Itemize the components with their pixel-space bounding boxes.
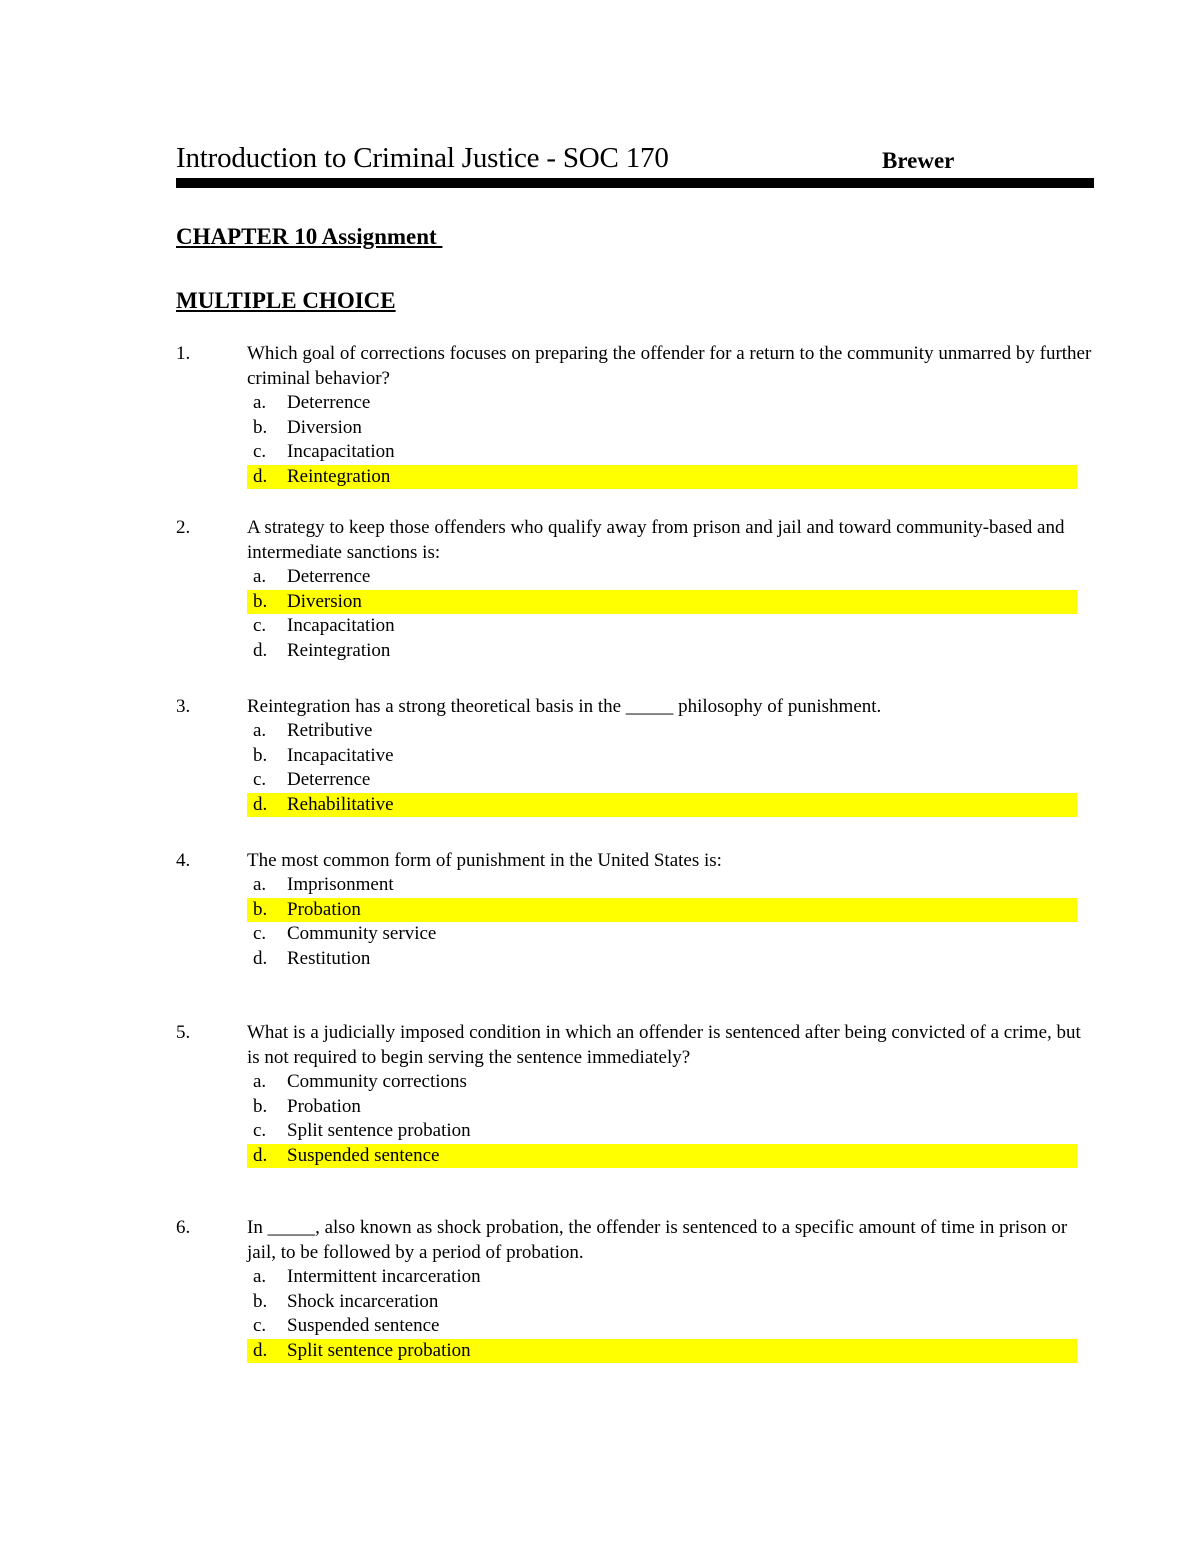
answer-option [247,744,1077,769]
highlighted-answer-option [247,590,1077,615]
option-text: Shock incarceration [287,1290,439,1312]
answer-option [247,1265,1077,1290]
answer-options [176,873,1096,971]
option-letter: a. [253,1266,267,1287]
option-text: Retributive [287,720,373,741]
option-text: Diversion [287,590,362,612]
answer-options [176,391,1096,489]
answer-option [247,639,1077,664]
option-text: Suspended sentence [287,1315,440,1337]
option-text: Incapacitative [287,744,394,766]
highlighted-answer-option [247,465,1077,490]
option-letter: d. [253,1144,268,1166]
option-letter: b. [253,416,268,438]
option-letter: c. [253,615,267,637]
answer-option [247,614,1077,639]
question-text: A strategy to keep those offenders who qualify away from prison and jail and toward community-based and intermediate sanctions is: [247,517,1065,563]
question-number: 4. [176,850,191,871]
option-letter: a. [253,1071,267,1092]
option-text: Probation [287,898,361,920]
option-text: Community service [287,923,437,945]
question-item [176,1020,1096,1168]
option-text: Imprisonment [287,874,394,895]
option-letter: b. [253,898,268,920]
answer-option [247,1290,1077,1315]
option-letter: d. [253,465,268,487]
option-text: Reintegration [287,465,391,487]
answer-options [176,719,1096,817]
answer-option [247,719,1077,744]
option-letter: c. [253,923,267,945]
answer-option [247,416,1077,441]
question-item [176,1215,1096,1363]
option-letter: d. [253,947,268,969]
question-text: What is a judicially imposed condition in which an offender is sentenced after being convicted of a crime, but is not required to begin serving the sentence immediately? [247,1022,1081,1068]
question-number: 2. [176,517,191,538]
question-number: 3. [176,696,191,717]
answer-option [247,565,1077,590]
option-text: Diversion [287,416,362,438]
answer-options [176,565,1096,663]
option-letter: c. [253,1120,267,1142]
answer-option [247,922,1077,947]
option-text: Community corrections [287,1071,467,1092]
answer-option [247,1119,1077,1144]
option-letter: d. [253,639,268,661]
option-text: Suspended sentence [287,1144,440,1166]
option-letter: b. [253,744,268,766]
highlighted-answer-option [247,1339,1077,1364]
answer-option [247,768,1077,793]
option-text: Incapacitation [287,615,395,637]
option-text: Reintegration [287,639,391,661]
answer-option [247,1070,1077,1095]
option-letter: a. [253,874,267,895]
option-text: Incapacitation [287,441,395,463]
option-text: Probation [287,1095,361,1117]
question-text: The most common form of punishment in the United States is: [247,850,722,871]
question-item [176,515,1096,663]
question-text: In _____, also known as shock probation, the offender is sentenced to a specific amount of time in prison or jail, to be followed by a period of probation. [247,1217,1068,1263]
highlighted-answer-option [247,898,1077,923]
question-item [176,341,1096,489]
option-text: Split sentence probation [287,1339,471,1361]
header-divider [176,178,1094,188]
option-text: Split sentence probation [287,1120,471,1142]
option-letter: a. [253,720,267,741]
option-text: Deterrence [287,769,371,791]
chapter-heading: CHAPTER 10 Assignment [176,224,443,249]
question-item [176,694,1096,817]
option-text: Intermittent incarceration [287,1266,481,1287]
option-text: Deterrence [287,566,371,587]
option-letter: a. [253,566,267,587]
question-text: Reintegration has a strong theoretical basis in the _____ philosophy of punishment. [247,696,882,717]
answer-option [247,947,1077,972]
answer-option [247,391,1077,416]
question-text: Which goal of corrections focuses on preparing the offender for a return to the community unmarred by further criminal behavior? [247,343,1092,389]
course-title: Introduction to Criminal Justice - SOC 170 [176,142,669,174]
answer-options [176,1070,1096,1168]
option-letter: a. [253,392,267,413]
question-item [176,848,1096,971]
option-letter: c. [253,1315,267,1337]
option-letter: d. [253,1339,268,1361]
answer-option [247,873,1077,898]
answer-option [247,1314,1077,1339]
option-letter: b. [253,1290,268,1312]
section-heading: MULTIPLE CHOICE [176,288,396,313]
option-letter: d. [253,793,268,815]
question-number: 5. [176,1022,191,1043]
option-text: Restitution [287,947,371,969]
highlighted-answer-option [247,793,1077,818]
answer-options [176,1265,1096,1363]
option-text: Rehabilitative [287,793,394,815]
option-letter: b. [253,590,268,612]
question-number: 1. [176,343,191,364]
option-letter: c. [253,441,267,463]
author-name: Brewer [882,148,955,173]
option-letter: b. [253,1095,268,1117]
question-number: 6. [176,1217,191,1238]
answer-option [247,1095,1077,1120]
option-letter: c. [253,769,267,791]
option-text: Deterrence [287,392,371,413]
highlighted-answer-option [247,1144,1077,1169]
answer-option [247,440,1077,465]
